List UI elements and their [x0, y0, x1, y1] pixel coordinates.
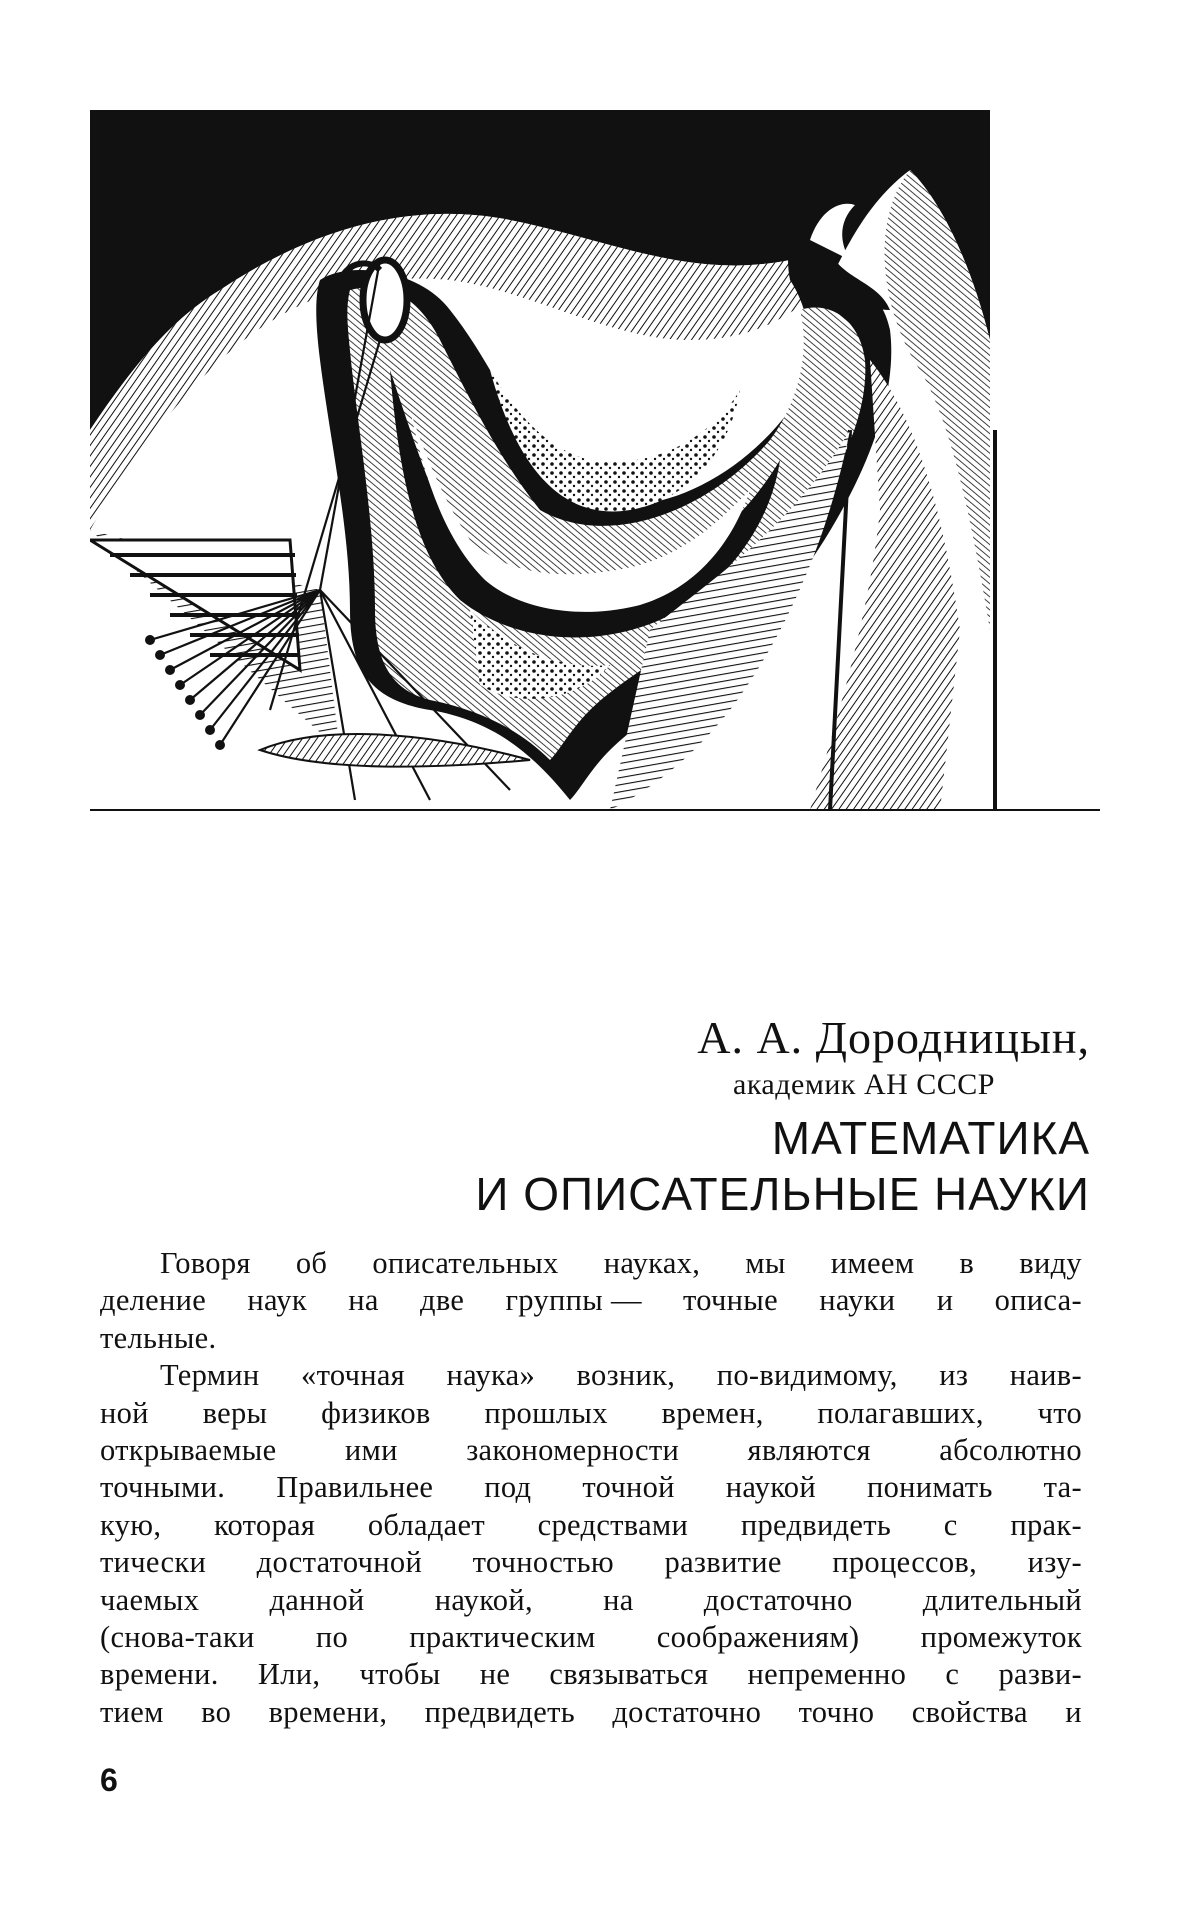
- word: имеем: [830, 1246, 915, 1280]
- text-line: [100, 1357, 1082, 1394]
- word: длительный: [922, 1582, 1082, 1617]
- word: практическим: [409, 1619, 596, 1654]
- word: связываться: [549, 1657, 709, 1692]
- word: абсолютно: [939, 1432, 1082, 1467]
- word: времен,: [661, 1395, 764, 1430]
- word: деление: [100, 1283, 207, 1318]
- word: промежуток: [920, 1619, 1082, 1654]
- article-title-line-2: И ОПИСАТЕЛЬНЫЕ НАУКИ: [475, 1168, 1090, 1220]
- word: с: [943, 1507, 958, 1542]
- word: по-видимому,: [716, 1358, 898, 1393]
- text-line: [100, 1694, 1082, 1731]
- word: виду: [1019, 1246, 1082, 1280]
- author-name: А. А. Дородницын,: [697, 1012, 1090, 1063]
- text-line: [100, 1656, 1082, 1693]
- text-line: [100, 1282, 1082, 1319]
- word: достаточно: [612, 1694, 762, 1729]
- word: во: [201, 1694, 232, 1729]
- word: что: [1037, 1395, 1082, 1430]
- text-line: [100, 1582, 1082, 1619]
- word: группы —: [505, 1283, 642, 1318]
- word: и: [1065, 1694, 1082, 1729]
- word: из: [939, 1358, 969, 1393]
- word: наук: [247, 1283, 307, 1318]
- word: открываемые: [100, 1432, 277, 1467]
- word: изу-: [1027, 1545, 1082, 1580]
- illustration: [90, 110, 1100, 860]
- word: точными.: [100, 1470, 226, 1505]
- text-line: [100, 1395, 1082, 1432]
- word: наука»: [446, 1358, 536, 1393]
- word: прошлых: [484, 1395, 608, 1430]
- word: времени.: [100, 1657, 219, 1692]
- text-line: [100, 1469, 1082, 1506]
- word: с: [945, 1657, 960, 1692]
- word: соображениям): [656, 1619, 860, 1654]
- word: данной: [269, 1582, 365, 1617]
- word: достаточно: [703, 1582, 853, 1617]
- text-line: [100, 1544, 1082, 1581]
- word: та-: [1043, 1470, 1082, 1505]
- word: развитие: [664, 1545, 782, 1580]
- word: веры: [202, 1395, 268, 1430]
- word: предвидеть: [740, 1507, 892, 1542]
- word: средствами: [537, 1507, 689, 1542]
- word: возник,: [576, 1358, 676, 1393]
- word: две: [420, 1283, 465, 1318]
- text-line: [100, 1320, 1082, 1357]
- word: об: [295, 1246, 328, 1280]
- word: обладает: [367, 1507, 485, 1542]
- word: науки: [819, 1283, 896, 1318]
- word: закономерности: [466, 1432, 680, 1467]
- word: тически: [100, 1545, 207, 1580]
- word: прак-: [1010, 1507, 1082, 1542]
- word: физиков: [321, 1395, 431, 1430]
- word: Термин: [160, 1358, 260, 1393]
- word: точно: [798, 1694, 875, 1729]
- word: свойства: [911, 1694, 1028, 1729]
- word: описа-: [994, 1283, 1082, 1318]
- author-block: [697, 1010, 1090, 1104]
- page-number: 6: [100, 1762, 118, 1798]
- article-title-line-1: МАТЕМАТИКА: [771, 1112, 1090, 1164]
- word: по: [315, 1619, 349, 1654]
- word: Правильнее: [276, 1470, 434, 1505]
- word: чтобы: [359, 1657, 441, 1692]
- word: описательных: [372, 1246, 559, 1280]
- word: Или,: [257, 1657, 321, 1692]
- word: в: [959, 1246, 975, 1280]
- word: наукой: [725, 1470, 816, 1505]
- word: ной: [100, 1395, 149, 1430]
- word: на: [348, 1283, 379, 1318]
- word: «точная: [301, 1358, 406, 1393]
- word: точной: [582, 1470, 675, 1505]
- text-line: [100, 1619, 1082, 1656]
- word: являются: [747, 1432, 871, 1467]
- word: ими: [344, 1432, 398, 1467]
- article-title: [475, 1110, 1090, 1222]
- text-line: [100, 1507, 1082, 1544]
- word: наив-: [1009, 1358, 1082, 1393]
- word: понимать: [866, 1470, 993, 1505]
- word: кую,: [100, 1507, 162, 1542]
- word: на: [603, 1582, 634, 1617]
- word: и: [936, 1283, 954, 1318]
- abstract-bird-engraving-icon: [90, 110, 1100, 860]
- word: чаемых: [100, 1582, 200, 1617]
- word: (снова-таки: [100, 1619, 255, 1654]
- word: Говоря: [160, 1246, 251, 1280]
- word: под: [484, 1470, 532, 1505]
- word: науках,: [603, 1246, 701, 1280]
- body-text: [100, 1245, 1082, 1731]
- word: времени,: [268, 1694, 388, 1729]
- word: точные: [683, 1283, 778, 1318]
- text-line: [100, 1245, 1082, 1282]
- word: тием: [100, 1694, 164, 1729]
- word: предвидеть: [424, 1694, 575, 1729]
- text-line: [100, 1432, 1082, 1469]
- word: достаточной: [256, 1545, 423, 1580]
- word: непременно: [747, 1657, 907, 1692]
- word: не: [479, 1657, 511, 1692]
- word: наукой,: [434, 1582, 533, 1617]
- word: разви-: [998, 1657, 1082, 1692]
- author-title: академик АН СССР: [733, 1068, 995, 1101]
- word: тельные.: [100, 1320, 217, 1355]
- word: точностью: [472, 1545, 614, 1580]
- word: мы: [745, 1246, 786, 1280]
- word: процессов,: [832, 1545, 978, 1580]
- word: которая: [213, 1507, 316, 1542]
- word: полагавших,: [817, 1395, 984, 1430]
